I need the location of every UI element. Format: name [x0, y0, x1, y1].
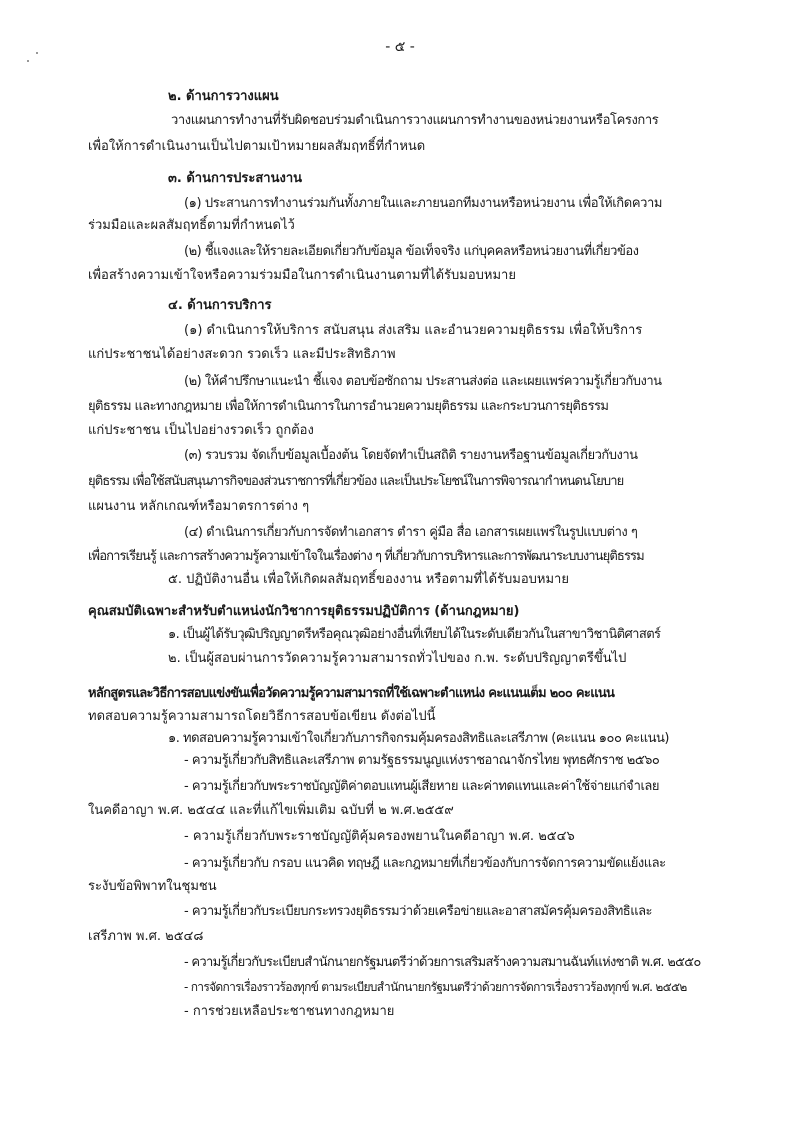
paragraph-line: แก่ประชาชน เป็นไปอย่างรวดเร็ว ถูกต้อง: [88, 423, 314, 438]
list-item: (๑) ประสานการทำงานร่วมกันทั้งภายในและภายนอกทีมงานหรือหน่วยงาน เพื่อให้เกิดความ: [184, 196, 663, 211]
list-item: - ความรู้เกี่ยวกับระเบียบกระทรวงยุติธรรมว่าด้วยเครือข่ายและอาสาสมัครคุ้มครองสิทธิและ: [184, 904, 653, 919]
list-item: (๑) ดำเนินการให้บริการ สนับสนุน ส่งเสริม และอำนวยความยุติธรรม เพื่อให้บริการ: [184, 323, 643, 338]
list-item: - ความรู้เกี่ยวกับพระราชบัญญัติคุ้มครองพยานในคดีอาญา พ.ศ. ๒๕๔๖: [184, 829, 575, 844]
section-heading-coordination: ๓. ด้านการประสานงาน: [168, 171, 303, 186]
paragraph-line: ยุติธรรม และทางกฎหมาย เพื่อให้การดำเนินการในการอำนวยความยุติธรรม และกระบวนการยุติธรรม: [88, 399, 609, 414]
qualifications-heading: คุณสมบัติเฉพาะสำหรับตำแหน่งนักวิชาการยุติธรรมปฏิบัติการ (ด้านกฎหมาย): [88, 604, 520, 619]
paragraph-line: ยุติธรรม เพื่อใช้สนับสนุนภารกิจของส่วนราชการที่เกี่ยวข้อง และเป็นประโยชน์ในการพิจารณากำหนดนโยบาย: [88, 474, 624, 489]
list-item: ๑. เป็นผู้ได้รับวุฒิปริญญาตรีหรือคุณวุฒิอย่างอื่นที่เทียบได้ในระดับเดียวกันในสาขาวิชานิติศาสตร์: [168, 627, 661, 642]
paragraph-line: เสรีภาพ พ.ศ. ๒๕๔๘: [88, 929, 204, 944]
scan-speck: [27, 60, 29, 62]
list-item: (๒) ชี้แจงและให้รายละเอียดเกี่ยวกับข้อมูล ข้อเท็จจริง แก่บุคคลหรือหน่วยงานที่เกี่ยวข้อง: [184, 244, 639, 259]
list-item: ๒. เป็นผู้สอบผ่านการวัดความรู้ความสามารถทั่วไปของ ก.พ. ระดับปริญญาตรีขึ้นไป: [168, 651, 627, 666]
paragraph-line: แผนงาน หลักเกณฑ์หรือมาตรการต่าง ๆ: [88, 499, 310, 514]
section-heading-planning: ๒. ด้านการวางแผน: [168, 89, 279, 104]
paragraph-line: เพื่อสร้างความเข้าใจหรือความร่วมมือในการดำเนินงานตามที่ได้รับมอบหมาย: [88, 268, 516, 283]
page-number: - ๕ -: [385, 39, 415, 55]
paragraph-line: ร่วมมือและผลสัมฤทธิ์ตามที่กำหนดไว้: [88, 218, 295, 233]
list-item: ๑. ทดสอบความรู้ความเข้าใจเกี่ยวกับภารกิจกรมคุ้มครองสิทธิและเสรีภาพ (คะแนน ๑๐๐ คะแนน): [168, 731, 669, 746]
list-item: - การจัดการเรื่องราวร้องทุกข์ ตามระเบียบสำนักนายกรัฐมนตรีว่าด้วยการจัดการเรื่องราวร้องทุกข์ พ.ศ. ๒๕๕๒: [184, 980, 687, 994]
paragraph-line: เพื่อให้การดำเนินงานเป็นไปตามเป้าหมายผลสัมฤทธิ์ที่กำหนด: [88, 139, 426, 154]
paragraph-line: เพื่อการเรียนรู้ และการสร้างความรู้ความเข้าใจในเรื่องต่าง ๆ ที่เกี่ยวกับการบริหารและการพัฒนาระบบงานยุติธรรม: [88, 549, 644, 564]
list-item: - ความรู้เกี่ยวกับ กรอบ แนวคิด ทฤษฎี และกฎหมายที่เกี่ยวข้องกับการจัดการความขัดแย้งและ: [184, 856, 666, 871]
paragraph-line: ในคดีอาญา พ.ศ. ๒๕๔๔ และที่แก้ไขเพิ่มเติม ฉบับที่ ๒ พ.ศ.๒๕๕๙: [88, 803, 454, 818]
list-item: - ความรู้เกี่ยวกับสิทธิและเสรีภาพ ตามรัฐธรรมนูญแห่งราชอาณาจักรไทย พุทธศักราช ๒๕๖๐: [184, 753, 660, 768]
paragraph-line: ทดสอบความรู้ความสามารถโดยวิธีการสอบข้อเขียน ดังต่อไปนี้: [88, 709, 436, 724]
list-item: (๒) ให้คำปรึกษาแนะนำ ชี้แจง ตอบข้อซักถาม ประสานส่งต่อ และเผยแพร่ความรู้เกี่ยวกับงาน: [184, 374, 662, 389]
list-item: - การช่วยเหลือประชาชนทางกฎหมาย: [184, 1004, 395, 1019]
list-item: - ความรู้เกี่ยวกับระเบียบสำนักนายกรัฐมนตรีว่าด้วยการเสริมสร้างความสมานฉันท์แห่งชาติ พ.ศ. ๒๕๕๐: [184, 955, 701, 970]
list-item: - ความรู้เกี่ยวกับพระราชบัญญัติค่าตอบแทนผู้เสียหาย และค่าทดแทนและค่าใช้จ่ายแก่จำเลย: [184, 779, 659, 794]
list-item: ๕. ปฏิบัติงานอื่น เพื่อให้เกิดผลสัมฤทธิ์ของงาน หรือตามที่ได้รับมอบหมาย: [168, 572, 569, 587]
list-item: (๔) ดำเนินการเกี่ยวกับการจัดทำเอกสาร ตำรา คู่มือ สื่อ เอกสารเผยแพร่ในรูปแบบต่าง ๆ: [184, 525, 638, 540]
paragraph-line: แก่ประชาชนได้อย่างสะดวก รวดเร็ว และมีประสิทธิภาพ: [88, 347, 396, 362]
paragraph-line: ระงับข้อพิพาทในชุมชน: [88, 879, 217, 894]
list-item: (๓) รวบรวม จัดเก็บข้อมูลเบื้องต้น โดยจัดทำเป็นสถิติ รายงานหรือฐานข้อมูลเกี่ยวกับงาน: [184, 448, 638, 463]
paragraph-line: วางแผนการทำงานที่รับผิดชอบร่วมดำเนินการวางแผนการทำงานของหน่วยงานหรือโครงการ: [171, 113, 659, 128]
section-heading-service: ๔. ด้านการบริการ: [168, 298, 272, 313]
exam-heading: หลักสูตรและวิธีการสอบแข่งขันเพื่อวัดความรู้ความสามารถที่ใช้เฉพาะตำแหน่ง คะแนนเต็ม ๒๐๐ คะแนน: [88, 686, 615, 701]
